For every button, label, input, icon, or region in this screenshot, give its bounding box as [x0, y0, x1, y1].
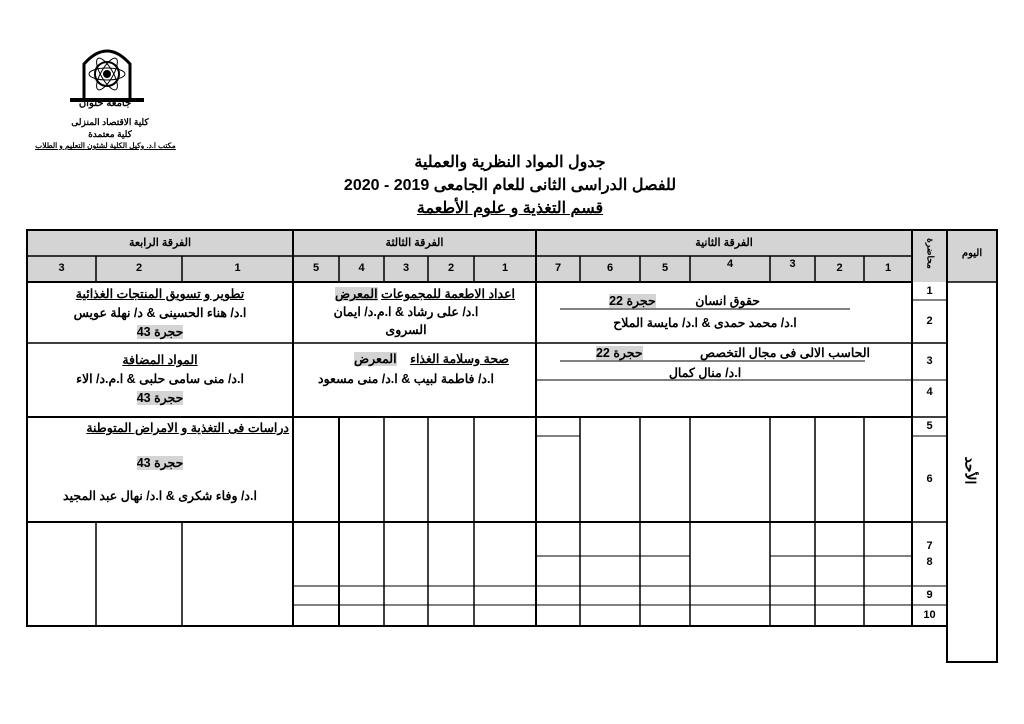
lecture-number: 5 — [926, 420, 933, 432]
place-label: المعرض — [354, 352, 397, 366]
title-line1: جدول المواد النظرية والعملية — [414, 154, 606, 171]
room-label: حجرة 43 — [136, 325, 184, 339]
course-c5-staff: ا.د/ هناء الحسينى & د/ نهلة عويس — [73, 306, 247, 320]
title-line2: للفصل الدراسى الثانى للعام الجامعى 2019 - 2020 — [343, 177, 677, 194]
section-number: 5 — [312, 262, 320, 274]
course-name: اعداد الاطعمة للمجموعات — [381, 287, 515, 301]
room-label: حجرة 43 — [136, 456, 184, 470]
section-number: 3 — [58, 262, 65, 274]
section-number: 7 — [554, 262, 562, 274]
lecture-number: 4 — [926, 386, 933, 398]
lecture-number: 7 — [926, 540, 933, 552]
course-c6: المواد المضافة — [122, 353, 198, 367]
course-c7-staff: ا.د/ وفاء شكرى & ا.د/ نهال عبد المجيد — [63, 489, 257, 503]
lecture-number: 8 — [926, 556, 933, 568]
place-label: المعرض — [335, 287, 378, 301]
course-c2 — [540, 345, 870, 361]
course-c6-staff: ا.د/ منى سامى حلبى & ا.م.د/ الاء — [76, 372, 244, 386]
logo-text: جامعة حلوان — [78, 98, 132, 109]
title-line3: قسم التغذية و علوم الأطعمة — [416, 200, 604, 217]
section-number: 3 — [789, 258, 796, 270]
course-c3 — [297, 286, 515, 302]
section-number: 5 — [661, 262, 669, 274]
accredited-label: كلية معتمدة — [88, 129, 132, 139]
office-label: مكتب ا.د. وكيل الكلية لشئون التعليم و الطلاب — [35, 141, 176, 150]
section-number: 2 — [836, 262, 843, 274]
room-label: حجرة 22 — [609, 294, 656, 308]
section-number: 4 — [358, 262, 365, 274]
course-c1 — [540, 293, 910, 309]
course-c4-staff: ا.د/ فاطمة لبيب & ا.د/ منى مسعود — [318, 372, 494, 386]
lecture-number: 6 — [926, 473, 933, 485]
course-c3-staff1: ا.د/ على رشاد & ا.م.د/ ايمان — [333, 305, 479, 319]
faculty-name: كلية الاقتصاد المنزلى — [71, 117, 149, 127]
lecture-header: محاضرة — [925, 238, 936, 269]
course-name: الحاسب الالى فى مجال التخصص — [700, 346, 870, 360]
lecture-number: 2 — [926, 315, 933, 327]
day-value: الأحد — [962, 456, 979, 485]
course-c5: تطوير و تسويق المنتجات الغذائية — [75, 287, 245, 301]
section-number: 2 — [135, 262, 143, 274]
course-c1-staff: ا.د/ محمد حمدى & ا.د/ مايسة الملاح — [613, 316, 797, 330]
course-name: حقوق انسان — [695, 294, 760, 308]
group-second: الفرقة الثانية — [695, 237, 753, 249]
course-c3-staff2: السروى — [385, 323, 427, 337]
section-number: 4 — [726, 258, 734, 270]
section-number: 1 — [884, 262, 892, 274]
room-label: حجرة 43 — [136, 391, 184, 405]
section-number: 6 — [606, 262, 614, 274]
section-number: 3 — [402, 262, 410, 274]
course-name: صحة وسلامة الغذاء — [410, 352, 509, 366]
day-header: اليوم — [961, 248, 983, 259]
group-third: الفرقة الثالثة — [385, 237, 444, 249]
section-number: 2 — [447, 262, 455, 274]
lecture-number: 10 — [923, 609, 936, 621]
course-c4 — [297, 351, 509, 367]
lecture-number: 1 — [926, 285, 933, 297]
section-number: 1 — [501, 262, 509, 274]
course-c2-staff: ا.د/ منال كمال — [668, 366, 742, 380]
lecture-number: 9 — [926, 589, 933, 601]
lecture-number: 3 — [926, 355, 933, 367]
section-number: 1 — [234, 262, 241, 274]
course-c7: دراسات فى التغذية و الامراض المتوطنة — [86, 421, 289, 435]
group-fourth: الفرقة الرابعة — [128, 237, 192, 249]
room-label: حجرة 22 — [595, 346, 643, 360]
